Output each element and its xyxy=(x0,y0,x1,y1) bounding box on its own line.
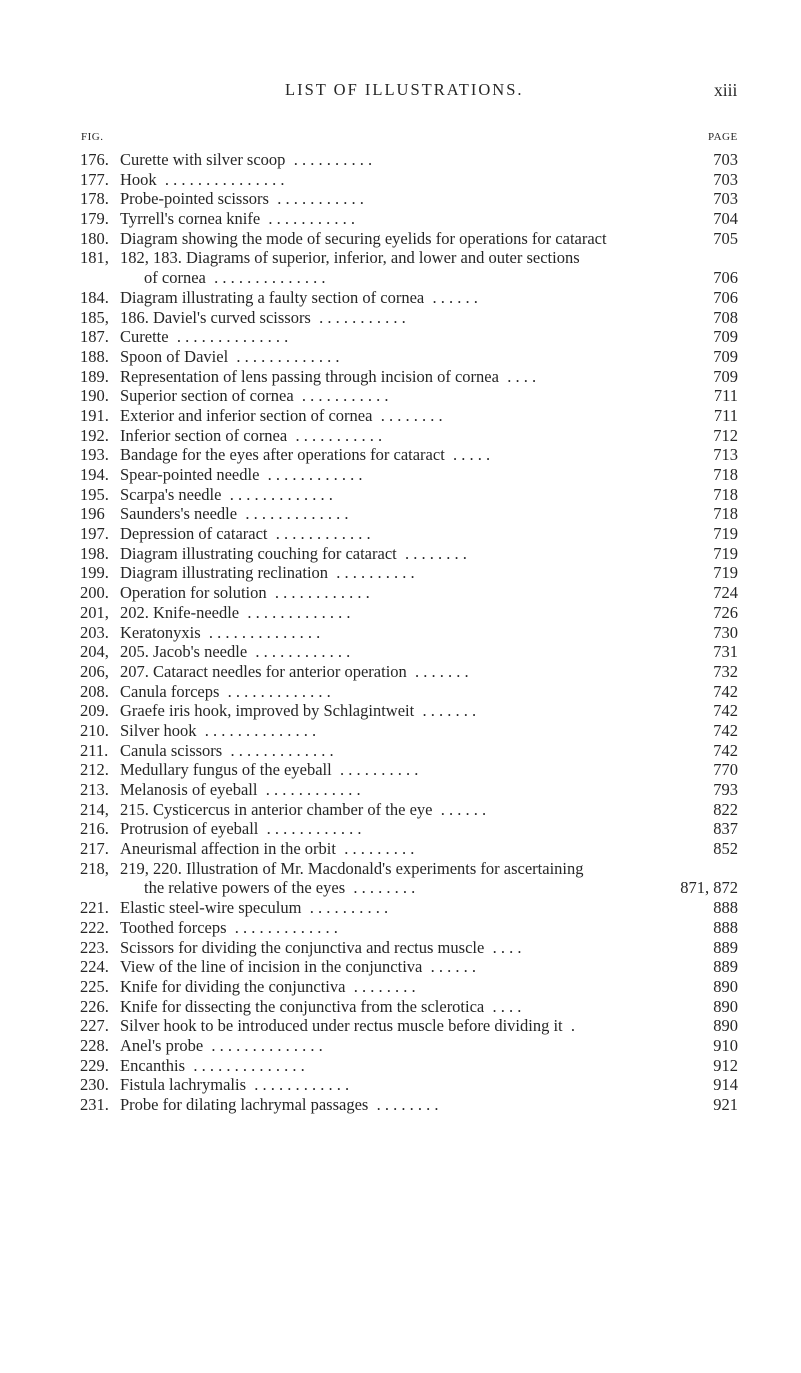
page-ref: 921 xyxy=(713,1095,738,1114)
caption-text: Keratonyxis xyxy=(120,622,201,642)
caption-text: the relative powers of the eyes xyxy=(144,878,346,898)
caption-text: Saunders's needle xyxy=(120,504,238,524)
page-ref: 719 xyxy=(713,543,738,563)
figure-caption xyxy=(120,957,476,977)
leader-dots: . . . . . . . . . . . . xyxy=(255,642,351,662)
page-ref: 709 xyxy=(713,346,738,366)
caption-text: Probe for dilating lachrymal passages xyxy=(120,1095,369,1114)
figure-number: 218, xyxy=(80,858,109,878)
caption-text: Operation for solution xyxy=(120,583,267,603)
figure-number: 222. xyxy=(80,917,109,937)
figure-number: 176. xyxy=(80,150,109,169)
figure-number: 179. xyxy=(80,209,109,229)
figure-number: 189. xyxy=(80,366,109,386)
page-ref: 889 xyxy=(713,937,738,957)
page-ref: 742 xyxy=(713,681,738,701)
figure-number: 201, xyxy=(80,602,109,622)
figure-number: 204, xyxy=(80,642,109,662)
figure-number: 197. xyxy=(80,524,109,544)
page-ref: 711 xyxy=(713,386,738,406)
page-ref: 871, 872 xyxy=(680,878,738,898)
figure-number: 178. xyxy=(80,189,109,209)
caption-text: Protrusion of eyeball xyxy=(120,819,259,839)
leader-dots: . . . . . . . . . . . . . . . xyxy=(164,169,285,189)
page-ref: 890 xyxy=(713,996,738,1016)
caption-text: 186. Daviel's curved scissors xyxy=(120,307,311,327)
page-column-label: PAGE xyxy=(708,131,738,143)
leader-dots: . . . . . . . . . . . xyxy=(301,386,389,406)
figure-caption xyxy=(120,150,372,170)
leader-dots: . . . . . . . xyxy=(415,661,469,681)
leader-dots: . . . . . . . . . . . . . . xyxy=(211,1035,323,1055)
list-item xyxy=(0,662,801,682)
list-item xyxy=(0,819,801,839)
figure-caption xyxy=(120,327,288,347)
caption-text: Bandage for the eyes after operations for cataract xyxy=(120,445,445,465)
figure-caption xyxy=(120,701,476,721)
page-ref: 726 xyxy=(713,602,738,622)
caption-text: Exterior and inferior section of cornea xyxy=(120,405,373,425)
page-number: xiii xyxy=(714,80,738,100)
figure-number: 211. xyxy=(80,740,109,760)
page-ref: 709 xyxy=(713,327,738,347)
caption-text: Graefe iris hook, improved by Schlagintweit xyxy=(120,701,415,721)
figure-caption xyxy=(144,878,415,898)
page-ref: 713 xyxy=(713,445,738,465)
page-ref: 888 xyxy=(713,917,738,937)
page-ref: 837 xyxy=(713,819,738,839)
figure-number: 216. xyxy=(80,819,109,839)
figure-caption xyxy=(120,367,536,387)
page-ref: 719 xyxy=(713,563,738,583)
figure-number: 213. xyxy=(80,780,109,799)
leader-dots: . . . . . . xyxy=(430,957,476,977)
figure-number: 228. xyxy=(80,1035,109,1055)
page-ref: 718 xyxy=(713,504,738,524)
list-item xyxy=(0,741,801,761)
page-ref: 732 xyxy=(713,661,738,681)
leader-dots: . . . . . . . . . . . . xyxy=(266,819,362,839)
fig-column-label: FIG. xyxy=(81,131,104,143)
page-ref: 890 xyxy=(713,1016,738,1036)
list-item xyxy=(0,760,801,780)
caption-text: Depression of cataract xyxy=(120,524,268,544)
leader-dots: . . . . . . . . . . . xyxy=(295,425,383,445)
leader-dots: . . . . . . . xyxy=(422,701,477,721)
caption-text: of cornea xyxy=(144,268,206,288)
figure-caption xyxy=(120,170,285,190)
caption-text: 205. Jacob's needle xyxy=(120,642,248,662)
figure-number: 225. xyxy=(80,976,109,996)
leader-dots: . . . . . . . . . . xyxy=(339,760,419,780)
figure-number: 209. xyxy=(80,701,109,721)
list-item xyxy=(0,977,801,997)
figure-number: 214, xyxy=(80,799,109,819)
leader-dots: . . . . . . . . xyxy=(353,976,416,996)
page-ref: 888 xyxy=(713,898,738,918)
leader-dots: . . . . xyxy=(492,937,522,957)
caption-text: Representation of lens passing through incision of cornea xyxy=(120,366,499,386)
figure-number: 193. xyxy=(80,445,109,465)
figure-caption xyxy=(120,308,406,328)
list-item xyxy=(0,504,801,524)
caption-text: Curette with silver scoop xyxy=(120,150,286,169)
caption-text: Toothed forceps xyxy=(120,917,227,937)
page-ref: 704 xyxy=(713,209,738,229)
figure-caption xyxy=(120,721,316,741)
figure-number: 195. xyxy=(80,484,109,504)
page-ref: 822 xyxy=(713,799,738,819)
caption-text: 207. Cataract needles for anterior operation xyxy=(120,661,407,681)
figure-number: 188. xyxy=(80,346,109,366)
page-ref: 742 xyxy=(713,720,738,740)
leader-dots: . . . . . . . . . . . xyxy=(319,307,406,327)
figure-caption xyxy=(120,347,340,367)
list-item xyxy=(0,957,801,977)
caption-text: Diagram showing the mode of securing eyelids for operations for cataract xyxy=(120,228,607,248)
running-title: LIST OF ILLUSTRATIONS. xyxy=(285,80,524,99)
list-item xyxy=(0,1036,801,1056)
figure-caption xyxy=(120,406,443,426)
figure-caption xyxy=(120,898,388,918)
figure-number: 221. xyxy=(80,898,109,918)
page-ref: 705 xyxy=(713,228,738,248)
list-item xyxy=(0,583,801,603)
page-ref: 890 xyxy=(713,976,738,996)
leader-dots: . . . . . . . . . . . . . . xyxy=(204,720,317,740)
list-item xyxy=(0,485,801,505)
list-item xyxy=(0,406,801,426)
figure-number: 190. xyxy=(80,386,109,406)
caption-text: Tyrrell's cornea knife xyxy=(120,209,261,229)
figure-caption xyxy=(120,859,584,879)
figure-caption xyxy=(120,780,361,800)
leader-dots: . . . . . . . . . . . . . . xyxy=(214,268,326,288)
figure-caption xyxy=(120,583,370,603)
list-item xyxy=(0,1075,801,1095)
list-item xyxy=(0,367,801,387)
figure-number: 223. xyxy=(80,937,109,957)
leader-dots: . . . . . . . . . . . xyxy=(268,209,356,229)
caption-text: Hook xyxy=(120,169,157,189)
leader-dots: . . . . xyxy=(492,996,522,1016)
figure-number: 203. xyxy=(80,622,109,642)
leader-dots: . . . . . . . . xyxy=(353,878,416,898)
figure-caption xyxy=(120,819,362,839)
caption-text: Silver hook xyxy=(120,720,197,740)
figure-number: 224. xyxy=(80,957,109,977)
list-item xyxy=(0,327,801,347)
list-item xyxy=(0,859,801,879)
caption-text: Fistula lachrymalis xyxy=(120,1075,247,1095)
figure-caption xyxy=(120,603,351,623)
leader-dots: . . . . . . . . . . . . xyxy=(274,583,370,603)
figure-caption xyxy=(120,1036,323,1056)
page-ref: 719 xyxy=(713,524,738,544)
figure-caption xyxy=(120,662,469,682)
caption-text: Scissors for dividing the conjunctiva and rectus muscle xyxy=(120,937,485,957)
list-item xyxy=(0,347,801,367)
caption-text: Canula scissors xyxy=(120,740,223,760)
page-ref: 742 xyxy=(713,740,738,760)
caption-text: 202. Knife-needle xyxy=(120,602,240,622)
leader-dots: . . . . . . xyxy=(432,287,478,307)
caption-text: View of the line of incision in the conjunctiva xyxy=(120,957,423,977)
leader-dots: . . . . . . . . . . . . xyxy=(267,465,363,484)
caption-text: Superior section of cornea xyxy=(120,386,294,406)
list-item xyxy=(0,682,801,702)
leader-dots: . . . . . . . . . . . . . xyxy=(229,484,333,504)
caption-text: Curette xyxy=(120,327,169,347)
figure-number: 200. xyxy=(80,583,109,603)
list-item xyxy=(0,623,801,643)
figure-caption xyxy=(120,682,331,702)
figure-caption xyxy=(120,485,333,505)
list-item xyxy=(0,938,801,958)
caption-text: Spear-pointed needle xyxy=(120,465,260,484)
leader-dots: . . . . . . . . . . xyxy=(293,150,373,169)
figure-caption xyxy=(120,977,416,997)
leader-dots: . . . . . . . . . . . . xyxy=(265,780,361,799)
figure-number: 194. xyxy=(80,465,109,484)
leader-dots: . . . . . . . . . . . . . xyxy=(247,602,351,622)
leader-dots: . . . . . . . . . . . . . xyxy=(227,681,331,701)
list-item xyxy=(0,426,801,446)
caption-text: Medullary fungus of the eyeball xyxy=(120,760,332,780)
figure-caption xyxy=(120,760,418,780)
caption-text: Knife for dissecting the conjunctiva from the sclerotica xyxy=(120,996,485,1016)
list-item xyxy=(0,642,801,662)
leader-dots: . . . . . . . . xyxy=(376,1095,439,1114)
leader-dots: . . . . . . . . . . . . . . xyxy=(176,327,289,347)
page-ref: 730 xyxy=(713,622,738,642)
list-item xyxy=(0,800,801,820)
figure-number: 184. xyxy=(80,287,109,307)
figure-caption xyxy=(120,229,607,249)
caption-text: 215. Cysticercus in anterior chamber of the eye xyxy=(120,799,433,819)
figure-number: 210. xyxy=(80,720,109,740)
caption-text: Scarpa's needle xyxy=(120,484,222,504)
leader-dots: . . . . . . . . xyxy=(404,543,467,563)
list-item xyxy=(0,288,801,308)
figure-caption xyxy=(120,997,521,1017)
list-item xyxy=(0,1095,801,1115)
figure-number: 208. xyxy=(80,681,109,701)
figure-caption xyxy=(120,642,350,662)
caption-text: Anel's probe xyxy=(120,1035,204,1055)
figure-number: 180. xyxy=(80,228,109,248)
leader-dots: . . . . . . . . . . . . . xyxy=(230,740,334,760)
caption-text: Silver hook to be introduced under rectus muscle before dividing it xyxy=(120,1016,563,1036)
page-ref: 724 xyxy=(713,583,738,603)
caption-text: Inferior section of cornea xyxy=(120,425,288,445)
figure-caption xyxy=(120,741,334,761)
page-ref: 703 xyxy=(713,189,738,209)
figure-number: 199. xyxy=(80,563,109,583)
list-item xyxy=(0,386,801,406)
page-ref: 742 xyxy=(713,701,738,721)
list-item xyxy=(0,898,801,918)
caption-text: Diagram illustrating a faulty section of cornea xyxy=(120,287,425,307)
leader-dots: . . . . . . . . . . xyxy=(309,898,389,918)
caption-text: Melanosis of eyeball xyxy=(120,780,258,799)
page-ref: 910 xyxy=(713,1035,738,1055)
figure-caption xyxy=(120,1075,349,1095)
list-item xyxy=(0,189,801,209)
page-ref: 706 xyxy=(713,287,738,307)
list-item xyxy=(0,170,801,190)
leader-dots: . . . . . . . . . . . . . xyxy=(236,346,340,366)
page-ref: 770 xyxy=(713,760,738,780)
figure-number: 187. xyxy=(80,327,109,347)
figure-number: 206, xyxy=(80,661,109,681)
list-item xyxy=(0,721,801,741)
figure-number: 230. xyxy=(80,1075,109,1095)
caption-text: Probe-pointed scissors xyxy=(120,189,269,209)
leader-dots: . . . . . . . . . . . . . xyxy=(234,917,338,937)
list-item xyxy=(0,150,801,170)
list-item xyxy=(0,918,801,938)
figure-caption xyxy=(120,800,486,820)
figure-caption xyxy=(120,839,414,859)
page-ref: 703 xyxy=(713,150,738,169)
caption-text: 182, 183. Diagrams of superior, inferior, and lower and outer sections xyxy=(120,248,580,268)
caption-text: Spoon of Daviel xyxy=(120,346,229,366)
list-item xyxy=(0,563,801,583)
figure-caption xyxy=(120,248,580,268)
page-ref: 711 xyxy=(713,405,738,425)
page-ref: 712 xyxy=(713,425,738,445)
list-item xyxy=(0,780,801,800)
figure-number: 196 xyxy=(80,504,105,524)
page-ref: 914 xyxy=(713,1075,738,1095)
figure-number: 229. xyxy=(80,1055,109,1075)
list-item xyxy=(0,465,801,485)
list-item xyxy=(0,1016,801,1036)
caption-text: Canula forceps xyxy=(120,681,220,701)
figure-caption xyxy=(144,268,325,288)
caption-text: Encanthis xyxy=(120,1055,186,1075)
figure-caption xyxy=(120,189,364,209)
leader-dots: . . . . . . xyxy=(440,799,487,819)
caption-text: Diagram illustrating couching for cataract xyxy=(120,543,397,563)
list-item xyxy=(0,229,801,249)
figure-number: 212. xyxy=(80,760,109,780)
caption-text: Aneurismal affection in the orbit xyxy=(120,839,336,859)
figure-caption xyxy=(120,504,348,524)
leader-dots: . xyxy=(570,1016,576,1036)
page-ref: 912 xyxy=(713,1055,738,1075)
leader-dots: . . . . . . . . . . . . . xyxy=(245,504,349,524)
figure-caption xyxy=(120,426,382,446)
page-ref: 889 xyxy=(713,957,738,977)
leader-dots: . . . . . . . . . xyxy=(344,839,415,859)
figure-number: 192. xyxy=(80,425,109,445)
figure-number: 191. xyxy=(80,405,109,425)
leader-dots: . . . . . xyxy=(453,445,491,465)
illustrations-list xyxy=(0,150,801,1115)
figure-caption xyxy=(120,445,490,465)
list-item xyxy=(0,209,801,229)
figure-number: 227. xyxy=(80,1016,109,1036)
page-ref: 718 xyxy=(713,465,738,484)
leader-dots: . . . . . . . . . . . . xyxy=(275,524,371,544)
figure-caption xyxy=(120,386,389,406)
list-item xyxy=(0,445,801,465)
leader-dots: . . . . . . . . . . . xyxy=(277,189,364,209)
leader-dots: . . . . . . . . . . xyxy=(336,563,415,583)
list-item xyxy=(0,997,801,1017)
caption-text: 219, 220. Illustration of Mr. Macdonald's experiments for ascertaining xyxy=(120,858,584,878)
page-ref: 731 xyxy=(713,642,738,662)
page-ref: 709 xyxy=(713,366,738,386)
page-ref: 852 xyxy=(713,839,738,859)
figure-caption xyxy=(120,465,363,485)
list-item xyxy=(0,1056,801,1076)
caption-text: Diagram illustrating reclination xyxy=(120,563,329,583)
list-item xyxy=(0,839,801,859)
figure-caption xyxy=(120,563,415,583)
figure-caption xyxy=(120,524,371,544)
figure-caption xyxy=(120,623,320,643)
list-item xyxy=(0,248,801,268)
leader-dots: . . . . . . . . . . . . . . xyxy=(208,622,321,642)
page-ref: 708 xyxy=(713,307,738,327)
list-item xyxy=(0,308,801,328)
list-item xyxy=(0,524,801,544)
figure-number: 231. xyxy=(80,1095,109,1114)
page-ref: 706 xyxy=(713,268,738,288)
figure-caption xyxy=(120,1016,575,1036)
page-ref: 793 xyxy=(713,780,738,799)
figure-number: 181, xyxy=(80,248,109,268)
list-item xyxy=(0,268,801,288)
figure-number: 198. xyxy=(80,543,109,563)
figure-caption xyxy=(120,209,355,229)
figure-caption xyxy=(120,544,467,564)
figure-caption xyxy=(120,1056,305,1076)
caption-text: Knife for dividing the conjunctiva xyxy=(120,976,346,996)
figure-number: 177. xyxy=(80,169,109,189)
leader-dots: . . . . xyxy=(507,366,537,386)
caption-text: Elastic steel-wire speculum xyxy=(120,898,302,918)
page-ref: 703 xyxy=(713,169,738,189)
figure-caption xyxy=(120,288,478,308)
leader-dots: . . . . . . . . . . . . xyxy=(254,1075,350,1095)
figure-caption xyxy=(120,938,521,958)
list-item xyxy=(0,544,801,564)
figure-caption xyxy=(120,918,338,938)
figure-caption xyxy=(120,1095,438,1115)
page-ref: 718 xyxy=(713,484,738,504)
list-item xyxy=(0,878,801,898)
figure-number: 226. xyxy=(80,996,109,1016)
leader-dots: . . . . . . . . . . . . . . xyxy=(193,1055,305,1075)
list-item xyxy=(0,603,801,623)
leader-dots: . . . . . . . . xyxy=(380,405,443,425)
figure-number: 217. xyxy=(80,839,109,859)
list-item xyxy=(0,701,801,721)
figure-number: 185, xyxy=(80,307,109,327)
